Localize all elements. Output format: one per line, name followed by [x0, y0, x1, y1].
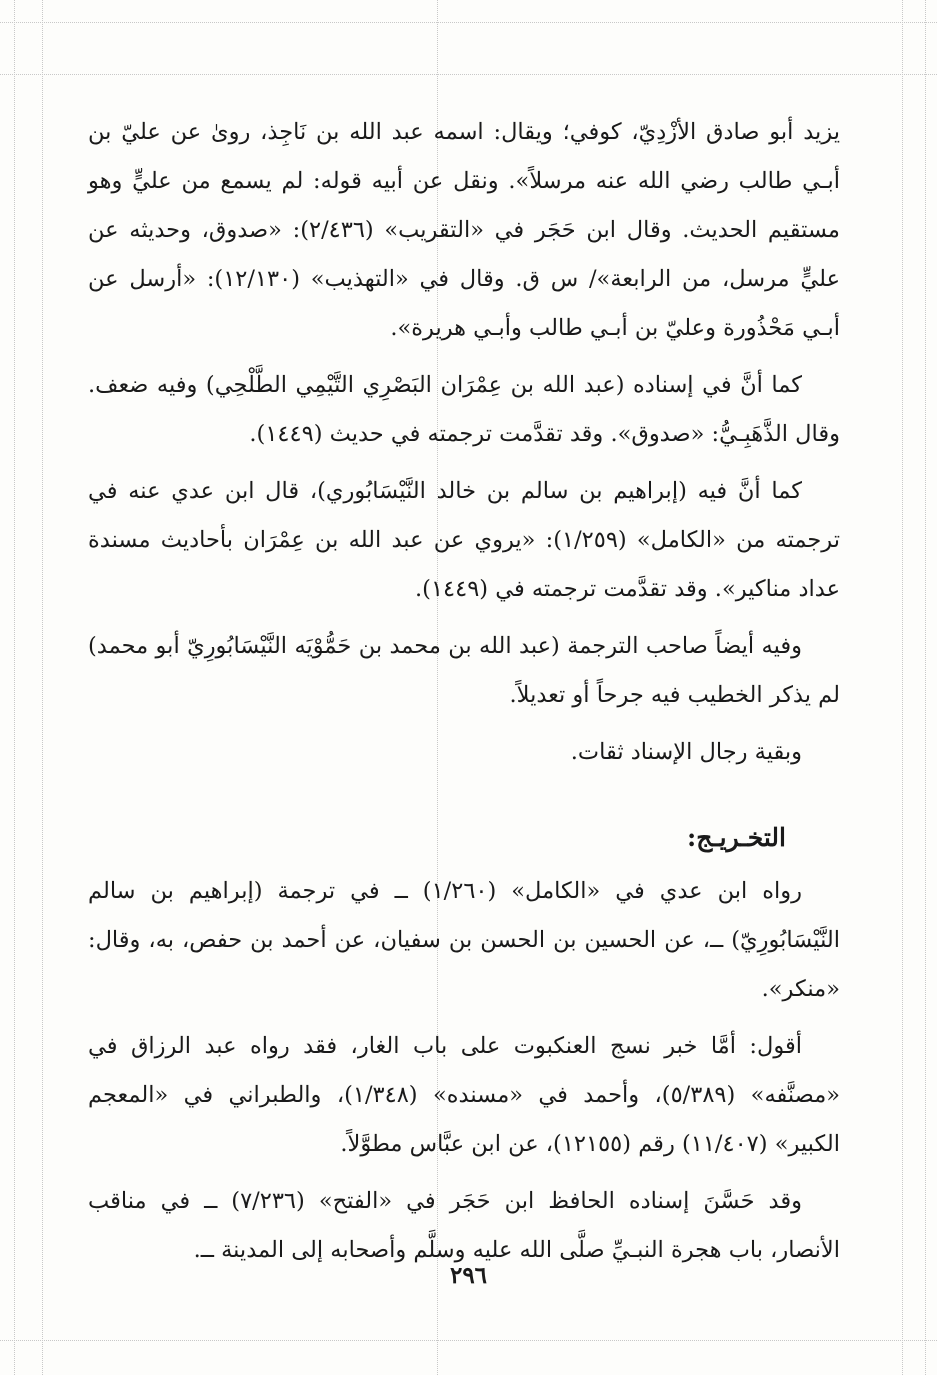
page-body: [88, 108, 840, 1283]
paragraph-takhrij-ibn-adi: رواه ابن عدي في «الكامل» (١/٢٦٠) ــ في ترجمة (إبراهيم بن سالم النَّيْسَابُورِيّ) ــ، عن الحسين بن الحسن بن سفيان، عن أحمد بن حفص، به، وقال: «منكر».: [88, 878, 840, 1002]
section-heading-takhrij: التخـريـج:: [686, 823, 786, 852]
page-number: ٢٩٦: [449, 1262, 488, 1289]
paragraph-isnad-weakness: كما أنَّ في إسناده (عبد الله بن عِمْرَان البَصْرِي التَّيْمِي الطَّلْحِي) وفيه ضعف. وقال الذَّهَبِـيُّ: «صدوق». وقد تقدَّمت ترجمته في حديث (١٤٤٩).: [88, 372, 840, 447]
paragraph-ibrahim-ibn-salim: كما أنَّ فيه (إبراهيم بن سالم بن خالد النَّيْسَابُوري)، قال ابن عدي عنه في ترجمته من «الكامل» (١/٢٥٩): «يروي عن عبد الله بن عِمْرَان بأحاديث مسندة عداد مناكير». وقد تقدَّمت ترجمته في (١٤٤٩).: [88, 478, 840, 602]
guide-line: [0, 74, 937, 75]
guide-line: [42, 0, 43, 1375]
guide-line: [14, 0, 15, 1375]
guide-line: [902, 0, 903, 1375]
paragraph-narrator-bio: يزيد أبو صادق الأزْدِيّ، كوفي؛ ويقال: اسمه عبد الله بن نَاجِذ، روىٰ عن عليّ بن أبـي طالب رضي الله عنه مرسلاً». ونقل عن أبيه قوله: لم يسمع من عليٍّ وهو مستقيم الحديث. وقال ابن حَجَر في «التقريب» (٢/٤٣٦): «صدوق، وحديثه عن عليٍّ مرسل، من الرابعة»/ س ق. وقال في «التهذيب» (١٢/١٣٠): «أرسل عن أبـي مَحْذُورة وعليّ بن أبـي طالب وأبـي هريرة».: [88, 119, 840, 341]
guide-line: [925, 0, 926, 1375]
paragraph-spider-web-report: أقول: أمَّا خبر نسج العنكبوت على باب الغار، فقد رواه عبد الرزاق في «مصنَّفه» (٥/٣٨٩)، وأحمد في «مسنده» (١/٣٤٨)، والطبراني في «المعجم الكبير» (١١/٤٠٧) رقم (١٢١٥٥)، عن ابن عبَّاس مطوَّلاً.: [88, 1033, 841, 1157]
paragraph-remaining-narrators: وبقية رجال الإسناد ثقات.: [570, 739, 802, 765]
paragraph-ibn-hajar-grading: وقد حَسَّنَ إسناده الحافظ ابن حَجَر في «الفتح» (٧/٢٣٦) ــ في مناقب الأنصار، باب هجرة النبـيِّ صلَّى الله عليه وسلَّم وأصحابه إلى المدينة ــ.: [88, 1188, 840, 1263]
guide-line: [0, 22, 937, 23]
guide-line: [0, 1340, 937, 1341]
paragraph-subject-of-entry: وفيه أيضاً صاحب الترجمة (عبد الله بن محمد بن حَمُّوْيَه النَّيْسَابُورِيّ أبو محمد) لم يذكر الخطيب فيه جرحاً أو تعديلاً.: [88, 633, 840, 708]
